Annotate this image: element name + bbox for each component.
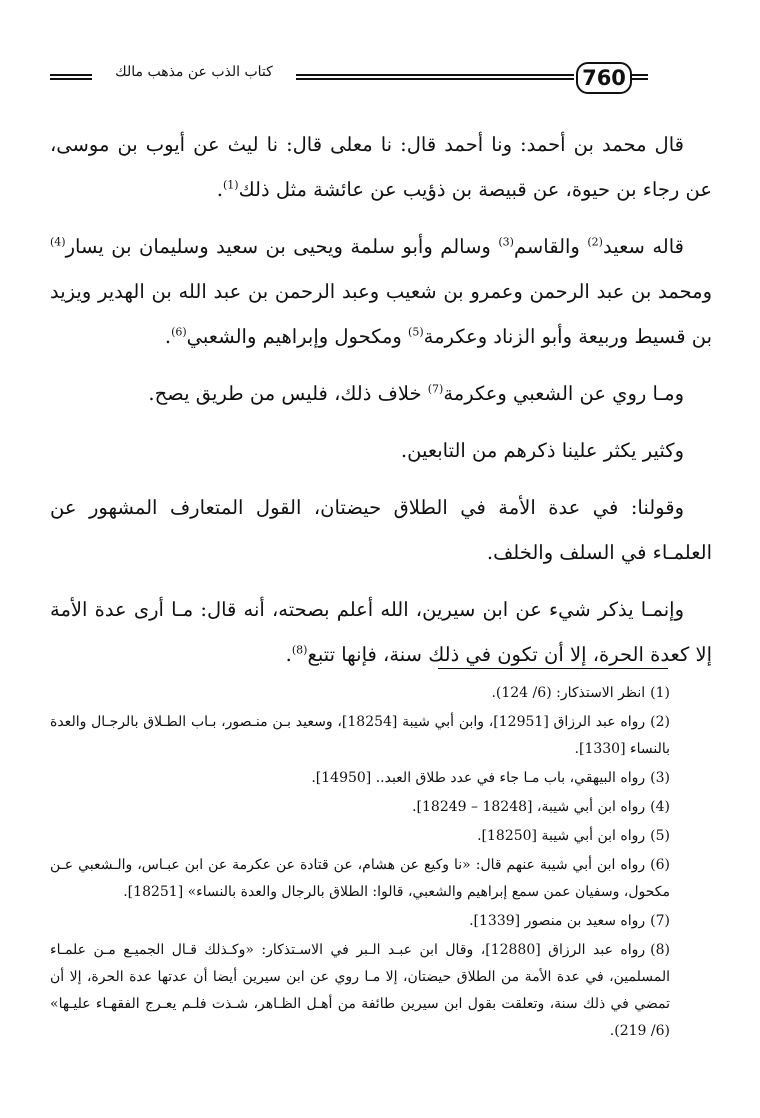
footnote-6 xyxy=(50,852,670,906)
footnote-ref-4[interactable]: (4) xyxy=(50,235,66,249)
footnote-text: رواه ابن أبي شيبة [18250]. xyxy=(477,828,646,844)
footnote-number: (4) xyxy=(650,799,670,815)
paragraph-4 xyxy=(50,428,712,473)
paragraph-text: ومحمد بن عبد الرحمن وعمرو بن شعيب وعبد الرحمن بن عبد الله بن الهدير ويزيد بن قسيط وربيعة وأبو الزناد وعكرمة xyxy=(50,280,712,348)
paragraph-text: . xyxy=(285,643,292,666)
footnote-1 xyxy=(50,680,670,707)
paragraph-2 xyxy=(50,224,712,359)
footnote-number: (3) xyxy=(650,770,670,786)
paragraph-text: قال محمد بن أحمد: ونا أحمد قال: نا معلى قال: نا ليث عن أيوب بن موسى، عن رجاء بن حيوة، عن قبيصة بن ذؤيب عن عائشة مثل ذلك xyxy=(50,133,712,201)
paragraph-text: وقولنا: في عدة الأمة في الطلاق حيضتان، القول المتعارف المشهور عن العلمـاء في السلف والخلف. xyxy=(50,496,712,564)
footnote-ref-6[interactable]: (6) xyxy=(171,325,187,339)
footnote-number: (1) xyxy=(650,685,670,701)
footnote-number: (8) xyxy=(650,942,671,958)
footnote-7 xyxy=(50,908,670,935)
footnote-text: رواه البيهقي، باب مـا جاء في عدد طلاق العبد.. [14950]. xyxy=(311,770,646,786)
running-title: كتاب الذب عن مذهب مالك xyxy=(115,64,273,80)
header-rule-middle xyxy=(296,74,574,80)
footnote-3 xyxy=(50,765,670,792)
footnote-ref-8[interactable]: (8) xyxy=(291,643,308,657)
footnote-4 xyxy=(50,794,670,821)
paragraph-6 xyxy=(50,587,712,677)
footnote-ref-3[interactable]: (3) xyxy=(498,235,514,249)
footnote-ref-2[interactable]: (2) xyxy=(587,235,603,249)
paragraph-text: وسالم وأبو سلمة ويحيى بن سعيد وسليمان بن يسار xyxy=(65,235,499,258)
footnote-2 xyxy=(50,709,670,763)
footnotes xyxy=(50,680,670,1047)
footnote-number: (5) xyxy=(650,828,670,844)
paragraph-text: ومكحول وإبراهيم والشعبي xyxy=(186,325,409,348)
paragraph-text: وكثير يكثر علينا ذكرهم من التابعين. xyxy=(400,439,684,462)
footnote-text: انظر الاستذكار: (6/ 124). xyxy=(491,685,646,701)
header-rule-right xyxy=(632,74,648,80)
footnote-text: رواه سعيد بن منصور [1339]. xyxy=(469,913,646,929)
main-text xyxy=(50,122,712,689)
paragraph-5 xyxy=(50,485,712,575)
paragraph-text: ومـا روي عن الشعبي وعكرمة xyxy=(443,382,684,405)
footnote-number: (6) xyxy=(650,857,670,873)
footnote-ref-5[interactable]: (5) xyxy=(408,325,424,339)
footnote-number: (2) xyxy=(650,714,670,730)
header-rule-left xyxy=(50,74,92,80)
footnote-ref-1[interactable]: (1) xyxy=(222,178,239,192)
footnote-text: رواه ابن أبي شيبة عنهم قال: «نا وكيع عن هشام، عن قتادة عن عكرمة عن ابن عبـاس، والـشعبي عـن مكحول، وسفيان عمن سمع إبراهيم والشعبي، قالوا: الطلاق بالرجال والعدة بالنساء» [18251]. xyxy=(50,857,670,900)
paragraph-text: وإنمـا يذكر شيء عن ابن سيرين، الله أعلم بصحته، أنه قال: مـا أرى عدة الأمة إلا كعدة الحرة، إلا أن تكون في ذلك سنة، فإنها تتبع xyxy=(50,598,712,666)
paragraph-text: والقاسم xyxy=(513,235,588,258)
footnote-5 xyxy=(50,823,670,850)
footnote-ref-7[interactable]: (7) xyxy=(427,382,444,396)
paragraph-text: خلاف ذلك، فليس من طريق يصح. xyxy=(148,382,428,405)
paragraph-3 xyxy=(50,371,712,416)
page-header xyxy=(0,52,760,100)
paragraph-1 xyxy=(50,122,712,212)
footnote-number: (7) xyxy=(650,913,670,929)
footnote-separator xyxy=(438,668,668,669)
footnote-text: رواه ابن أبي شيبة، [18248 – 18249]. xyxy=(412,799,646,815)
footnote-text: رواه عبد الرزاق [12880]، وقال ابن عبـد الـبر في الاسـتذكار: «وكـذلك قـال الجميـع مـن علمـاء المسلمين، في عدة الأمة من الطلاق حيضتان، إلا مـا روي عن ابن سيرين أيضا أن عدتها عدة الحرة، إلا أن تمضي في ذلك سنة، وتعلقت بقول ابن سيرين طائفة من أهـل الظـاهر، شـذت فلـم يعـرج الفقهـاء عليـها» (6/ 219). xyxy=(50,942,670,1039)
paragraph-text: . xyxy=(216,178,223,201)
page-number: 760 xyxy=(576,62,632,94)
paragraph-text: . xyxy=(164,325,172,348)
footnote-text: رواه عبد الرزاق [12951]، وابن أبي شيبة [18254]، وسعيد بـن منـصور، بـاب الطـلاق بالرجـال والعدة بالنساء [1330]. xyxy=(50,714,670,757)
footnote-8 xyxy=(50,937,670,1045)
paragraph-text: قاله سعيد xyxy=(602,235,684,258)
